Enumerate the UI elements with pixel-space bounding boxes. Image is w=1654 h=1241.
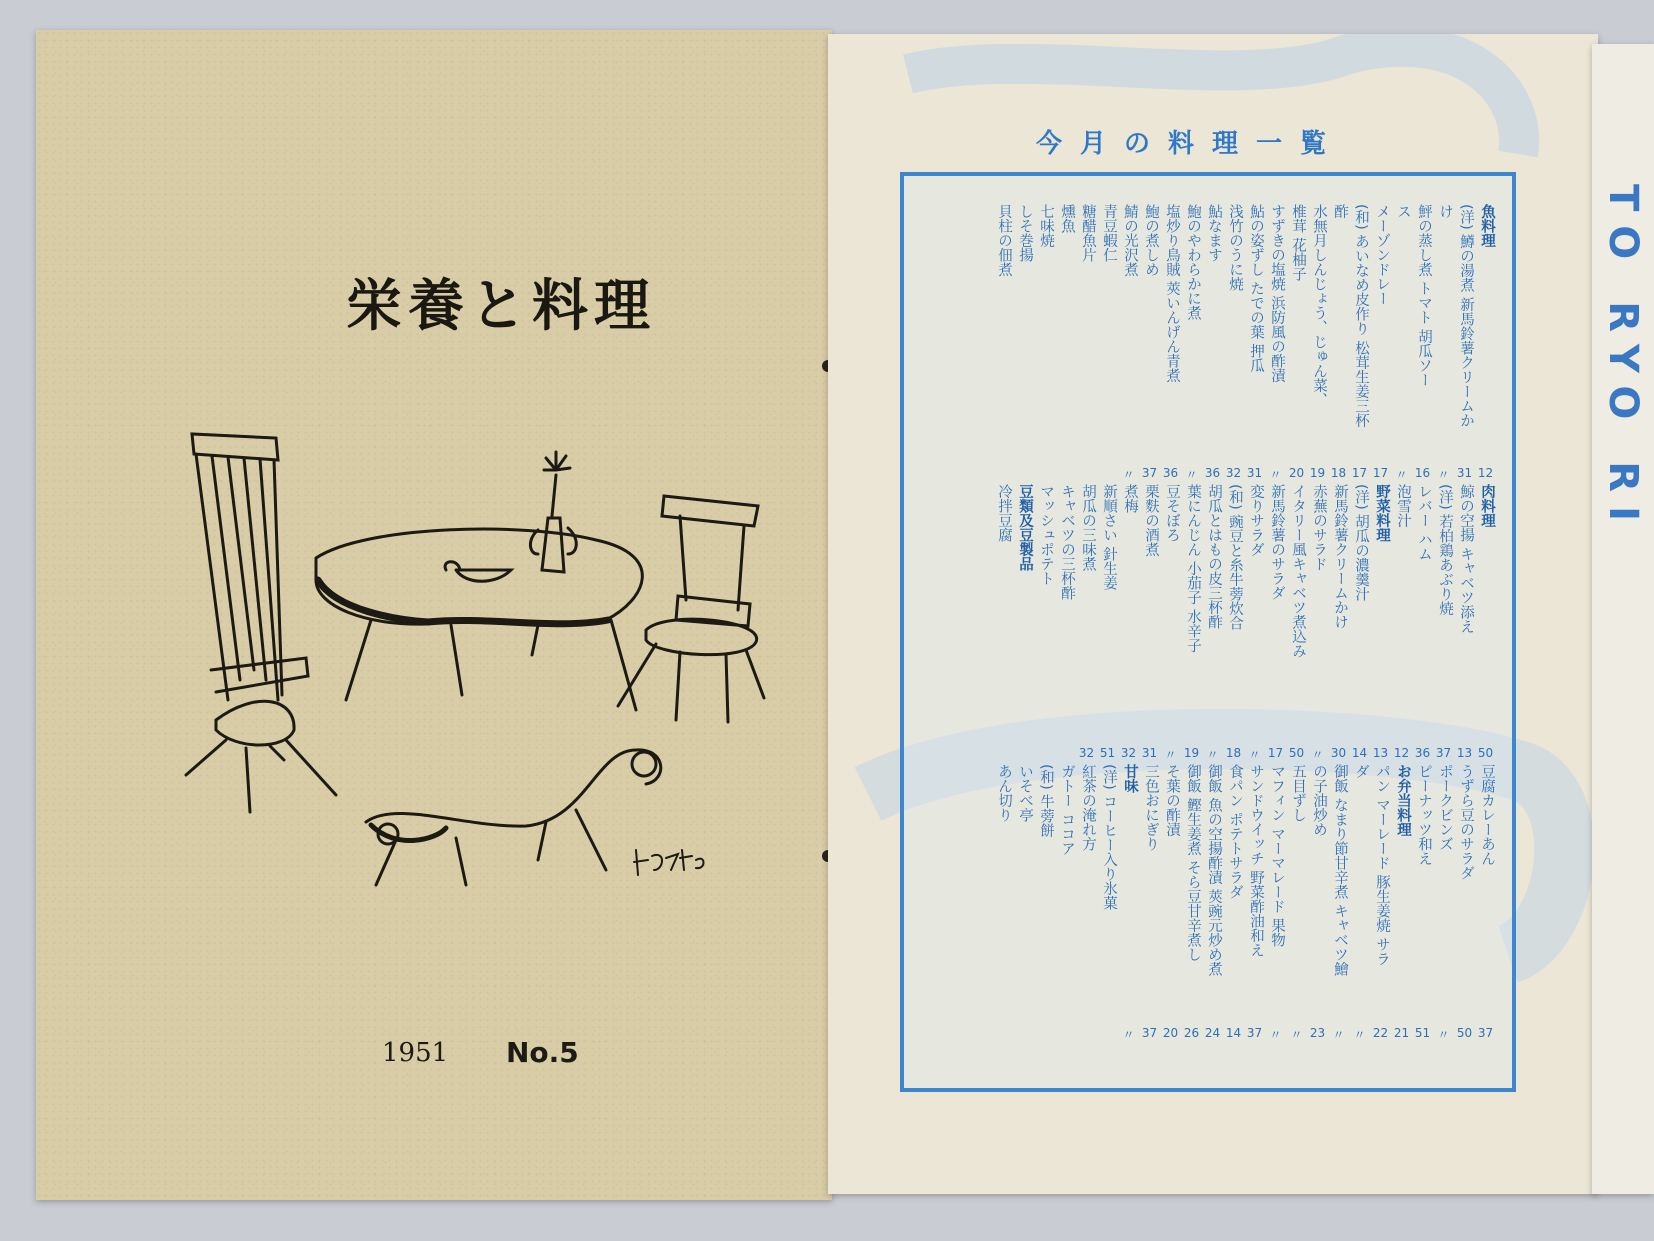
toc-page-number: 32 (1120, 746, 1137, 760)
toc-entry: 豆そぼろ (1164, 484, 1180, 542)
toc-entry: 鮃の蒸し煮 トマト 胡瓜ソー (1416, 204, 1432, 388)
toc-page-number: 17 (1267, 746, 1284, 760)
toc-entry: レバー ハム (1416, 484, 1432, 562)
toc-entry: すずきの塩焼 浜防風の酢漬 (1269, 204, 1285, 383)
toc-entry: 煮梅 (1122, 484, 1138, 513)
toc-entry: ダ (1353, 764, 1369, 779)
toc-entry: 燻魚 (1059, 204, 1075, 233)
toc-page-number: 31 (1141, 746, 1158, 760)
cover-year: 1951 (382, 1038, 449, 1068)
toc-page-number: 20 (1162, 1026, 1179, 1040)
toc-entry: 豆腐カレーあん (1479, 764, 1495, 866)
toc-entry: 御飯 なまり節甘辛煮 キャベツ鱠 (1332, 764, 1348, 977)
tall-chair-drawing (186, 434, 336, 812)
toc-page-number: 〃 (1437, 468, 1450, 482)
toc-category-heading: お弁当料理 (1395, 764, 1411, 837)
toc-entry: 新馬鈴薯のサラダ (1269, 484, 1285, 600)
toc-entry: 水無月しんじょう、じゅん菜、 (1311, 204, 1327, 407)
toc-page-number: 18 (1330, 466, 1347, 480)
toc-page-number: 16 (1414, 466, 1431, 480)
toc-entry: メーゾンドレー (1374, 204, 1390, 306)
toc-entry: 紅茶の淹れ方 (1080, 764, 1096, 851)
toc-page-number: 19 (1183, 746, 1200, 760)
toc-entry: 御飯 鰹生姜煮 そら豆甘辛煮し (1185, 764, 1201, 962)
toc-page-number: 37 (1246, 1026, 1263, 1040)
toc-page-numbers-bento-sweets (1118, 1026, 1496, 1046)
toc-category-heading: 豆類及豆製品 (1017, 484, 1033, 571)
toc-entry: マッシュポテト (1038, 484, 1054, 586)
toc-page-number: 37 (1477, 1026, 1494, 1040)
toc-entry: 酢 (1332, 204, 1348, 219)
next-page-edge (1592, 44, 1654, 1194)
toc-entry: 御飯 魚の空揚酢漬 莢豌元炒め煮 (1206, 764, 1222, 977)
cover-issue-number: No.5 (506, 1036, 579, 1069)
toc-page-number: 51 (1414, 1026, 1431, 1040)
vase-flower-drawing (530, 452, 576, 572)
toc-entry: あん切り (996, 764, 1012, 822)
toc-page-number: 〃 (1437, 1028, 1450, 1042)
toc-page-numbers-fish (1118, 466, 1496, 486)
toc-page-number: 〃 (1290, 1028, 1303, 1042)
toc-entry: マフィン マーマレード 果物 (1269, 764, 1285, 948)
toc-entry: そ葉の酢漬 (1164, 764, 1180, 837)
furniture-illustration (166, 430, 786, 910)
toc-entry: 青豆蝦仁 (1101, 204, 1117, 262)
toc-page-number: 〃 (1206, 748, 1219, 762)
toc-category-heading: 魚料理 (1479, 204, 1495, 248)
toc-page-number: 12 (1393, 746, 1410, 760)
toc-entry: (洋) 胡瓜の濃羹汁 (1353, 484, 1369, 602)
toc-entry: 胡瓜とはもの皮三杯酢 (1206, 484, 1222, 629)
toc-page-number: 21 (1393, 1026, 1410, 1040)
contents-heading: 今月の料理一覧 (1036, 129, 1345, 159)
cover-page (36, 30, 832, 1200)
toc-entry: 浅竹のうに焼 (1227, 204, 1243, 291)
toc-entry: (和) あいなめ皮作り 松茸生姜三杯 (1353, 204, 1369, 428)
toc-page-number: 32 (1225, 466, 1242, 480)
toc-entry: け (1437, 204, 1453, 219)
toc-page-number: 12 (1477, 466, 1494, 480)
toc-page-number: 〃 (1395, 468, 1408, 482)
toc-page-number: 30 (1330, 746, 1347, 760)
toc-entry: 栗麩の酒煮 (1143, 484, 1159, 557)
toc-entry: 鮑のやわらかに煮 (1185, 204, 1201, 320)
toc-entry: ス (1395, 204, 1411, 219)
toc-page-number: 26 (1183, 1026, 1200, 1040)
toc-entry: 赤蕪のサラド (1311, 484, 1327, 571)
toc-entry: 泡雪汁 (1395, 484, 1411, 528)
right-chair-drawing (618, 496, 764, 722)
toc-page-number: 〃 (1269, 468, 1282, 482)
toc-entry: (洋) コーヒー入り氷菓 (1101, 764, 1117, 911)
artist-signature (634, 850, 704, 875)
toc-entry: 葉にんじん 小茄子 水辛子 (1185, 484, 1201, 653)
toc-page-number: 14 (1351, 746, 1368, 760)
toc-page-number: 36 (1162, 466, 1179, 480)
toc-category-heading: 肉料理 (1479, 484, 1495, 528)
toc-page-number: 37 (1435, 746, 1452, 760)
toc-entry: 鯨の空揚 キャベツ添え (1458, 484, 1474, 634)
toc-entry: (洋) 鱒の湯煮 新馬鈴薯クリームか (1458, 204, 1474, 428)
toc-page-number: 18 (1225, 746, 1242, 760)
toc-category-heading: 甘味 (1122, 764, 1138, 793)
toc-page-number: 20 (1288, 466, 1305, 480)
toc-page-number: 17 (1372, 466, 1389, 480)
toc-page-number: 〃 (1164, 748, 1177, 762)
toc-entry: 糖醋魚片 (1080, 204, 1096, 262)
toc-entry: 五目ずし (1290, 764, 1306, 822)
toc-entry: (和) 牛蒡餅 (1038, 764, 1054, 838)
magazine-title: 栄養と料理 (346, 273, 656, 339)
toc-page-number: 24 (1204, 1026, 1221, 1040)
toc-page-number: 50 (1477, 746, 1494, 760)
toc-page-number: 〃 (1332, 1028, 1345, 1042)
toc-page-number: 〃 (1269, 1028, 1282, 1042)
toc-page-number: 37 (1141, 466, 1158, 480)
toc-page-numbers-meat-vegetables (1076, 746, 1496, 766)
toc-entry: いそべ亭 (1017, 764, 1033, 822)
toc-page-number: 19 (1309, 466, 1326, 480)
toc-page-number: 22 (1372, 1026, 1389, 1040)
toc-page-number: 31 (1456, 466, 1473, 480)
toc-page-number: 14 (1225, 1026, 1242, 1040)
toc-entry: ポークビンズ (1437, 764, 1453, 851)
toc-entry: パン マーレード 豚生姜焼 サラ (1374, 764, 1390, 967)
toc-entry: イタリー風キャベツ煮込み (1290, 484, 1306, 658)
toc-entry: (和) 豌豆と糸牛蒡炊合 (1227, 484, 1243, 631)
toc-page-number: 50 (1288, 746, 1305, 760)
contents-frame (900, 172, 1516, 1092)
toc-entry: の子油炒め (1311, 764, 1327, 837)
toc-entry: 七味焼 (1038, 204, 1054, 248)
toc-page-number: 36 (1414, 746, 1431, 760)
toc-page-number: 13 (1456, 746, 1473, 760)
toc-page-number: 37 (1141, 1026, 1158, 1040)
toc-page-number: 23 (1309, 1026, 1326, 1040)
toc-entry: (洋) 若柏鶏あぶり焼 (1437, 484, 1453, 616)
toc-page-number: 50 (1456, 1026, 1473, 1040)
toc-entry: サンドウイッチ 野菜酢油和え (1248, 764, 1264, 958)
toc-entry: 三色おにぎり (1143, 764, 1159, 851)
toc-entry: うずら豆のサラダ (1458, 764, 1474, 880)
toc-entry: 鮑の煮しめ (1143, 204, 1159, 277)
toc-entry: ガトー ココア (1059, 764, 1075, 856)
toc-entry: 新順さい 針生姜 (1101, 484, 1117, 591)
toc-entry: 鮎の姿ずし たでの葉 押瓜 (1248, 204, 1264, 373)
toc-entry: 新馬鈴薯クリームかけ (1332, 484, 1348, 629)
toc-page-number: 〃 (1311, 748, 1324, 762)
toc-entry: しそ巻揚 (1017, 204, 1033, 262)
toc-entry: 鮎なます (1206, 204, 1222, 262)
toc-entry: 椎茸 花柚子 (1290, 204, 1306, 282)
toc-page-number: 32 (1078, 746, 1095, 760)
toc-page-number: 〃 (1122, 468, 1135, 482)
toc-entry: 貝柱の佃煮 (996, 204, 1012, 277)
toc-entry: ピーナッツ和え (1416, 764, 1432, 866)
toc-entry: キャベツの三杯酢 (1059, 484, 1075, 600)
toc-page-number: 51 (1099, 746, 1116, 760)
toc-page-number: 〃 (1185, 468, 1198, 482)
toc-entry: 胡瓜の三味煮 (1080, 484, 1096, 571)
toc-page-number: 31 (1246, 466, 1263, 480)
toc-page-number: 〃 (1353, 1028, 1366, 1042)
toc-page-number: 36 (1204, 466, 1221, 480)
table-drawing (316, 529, 642, 710)
toc-page-number: 〃 (1122, 1028, 1135, 1042)
toc-entry: 冷拌豆腐 (996, 484, 1012, 542)
toc-page-number: 17 (1351, 466, 1368, 480)
toc-page-number: 13 (1372, 746, 1389, 760)
toc-entry: 変りサラダ (1248, 484, 1264, 557)
toc-page-number: 〃 (1248, 748, 1261, 762)
toc-entry: 塩炒り鳥賊 莢いんげん青煮 (1164, 204, 1180, 383)
toc-category-heading: 野菜料理 (1374, 484, 1390, 542)
toc-entry: 食パン ポテトサラダ (1227, 764, 1243, 900)
toc-entry: 鯖の光沢煮 (1122, 204, 1138, 277)
chaise-drawing (366, 750, 661, 885)
next-page-title-fragment: TO RYO RI (1600, 184, 1646, 535)
